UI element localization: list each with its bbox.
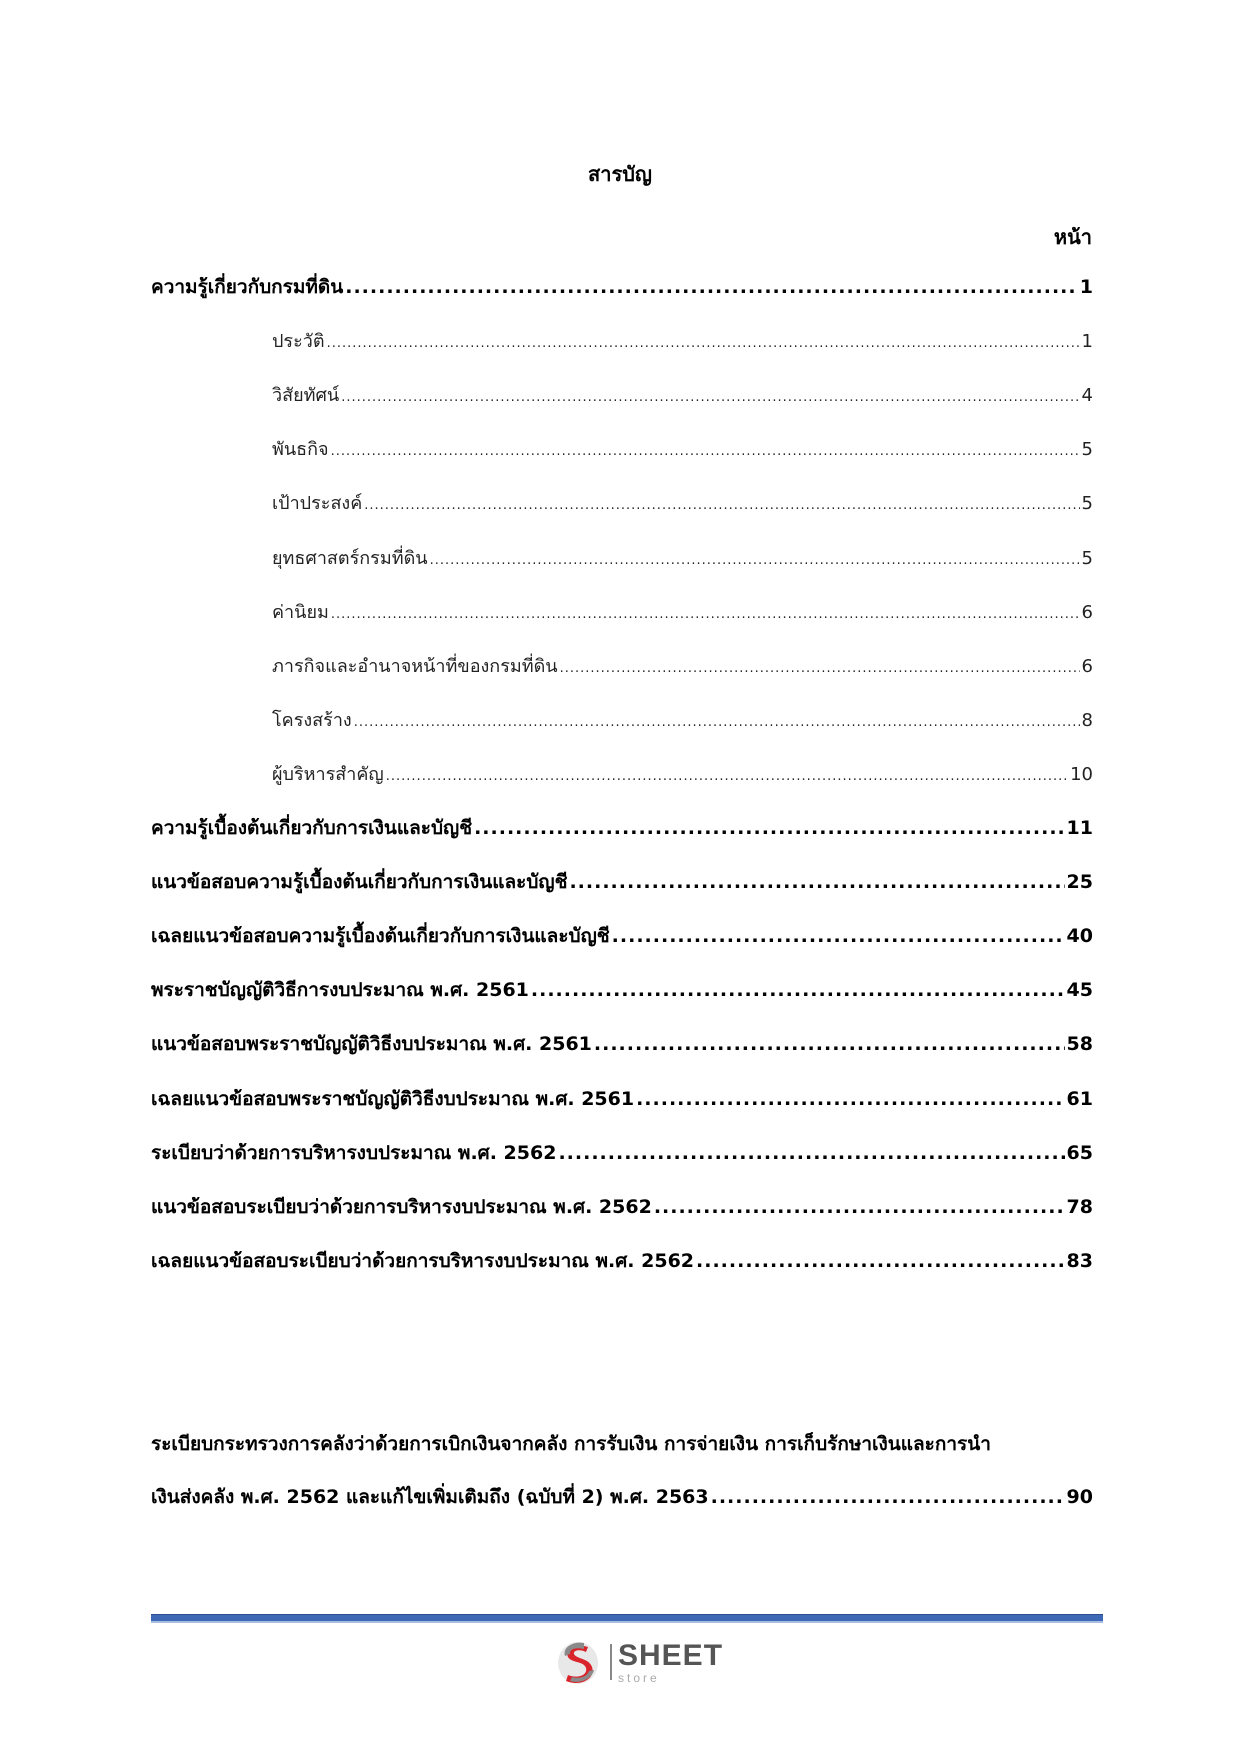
toc-entry-multiline-second-line[interactable] [151, 1482, 1093, 1512]
toc-page-number: 1 [1079, 276, 1093, 298]
toc-entry-text: โครงสร้าง [272, 710, 352, 731]
toc-page-number: 5 [1081, 493, 1093, 514]
toc-entry-text: ความรู้เกี่ยวกับกรมที่ดิน [151, 276, 344, 298]
toc-leader-dots [569, 871, 1064, 893]
logo-wordmark: SHEET [618, 1638, 724, 1672]
toc-entry-main[interactable] [151, 1138, 1093, 1168]
toc-entry-text: เฉลยแนวข้อสอบพระราชบัญญัติวิธีงบประมาณ พ.ศ. 2561 [151, 1088, 635, 1110]
logo-divider [610, 1644, 612, 1680]
toc-page-number: 8 [1081, 710, 1093, 731]
toc-page-number: 25 [1066, 871, 1093, 893]
toc-entry-sub[interactable] [272, 597, 1093, 626]
toc-leader-dots [636, 1088, 1064, 1110]
toc-page-number: 45 [1066, 979, 1093, 1001]
toc-page-number: 78 [1066, 1196, 1093, 1218]
sheet-store-s-logo-icon [554, 1637, 602, 1687]
toc-entry-main[interactable] [151, 867, 1093, 897]
toc-entry-text: แนวข้อสอบพระราชบัญญัติวิธีงบประมาณ พ.ศ. 2561 [151, 1033, 592, 1055]
toc-page-number: 1 [1081, 331, 1093, 352]
toc-entry-text: ภารกิจและอำนาจหน้าที่ของกรมที่ดิน [272, 656, 558, 677]
toc-entry-sub[interactable] [272, 543, 1093, 572]
toc-page-number: 10 [1070, 764, 1093, 785]
toc-leader-dots [331, 439, 1080, 460]
toc-page-number: 90 [1066, 1486, 1093, 1508]
toc-leader-dots [531, 979, 1065, 1001]
toc-entry-main[interactable] [151, 1029, 1093, 1059]
toc-entry-main[interactable] [151, 975, 1093, 1005]
toc-entry-text: เงินส่งคลัง พ.ศ. 2562 และแก้ไขเพิ่มเติมถึง (ฉบับที่ 2) พ.ศ. 2563 [151, 1486, 709, 1508]
toc-entry-text: แนวข้อสอบระเบียบว่าด้วยการบริหารงบประมาณ พ.ศ. 2562 [151, 1196, 652, 1218]
toc-page-number: 5 [1081, 439, 1093, 460]
toc-entry-sub[interactable] [272, 705, 1093, 734]
toc-page-number: 4 [1081, 385, 1093, 406]
toc-leader-dots [474, 817, 1064, 839]
toc-leader-dots [345, 276, 1078, 298]
toc-entry-text: แนวข้อสอบความรู้เบื้องต้นเกี่ยวกับการเงินและบัญชี [151, 871, 568, 893]
toc-entry-text: พันธกิจ [272, 439, 329, 460]
toc-entry-text: ระเบียบว่าด้วยการบริหารงบประมาณ พ.ศ. 2562 [151, 1142, 557, 1164]
toc-entry-text: วิสัยทัศน์ [272, 385, 340, 406]
toc-leader-dots [364, 493, 1079, 514]
toc-entry-main[interactable] [151, 1084, 1093, 1114]
toc-page-number: 11 [1066, 817, 1093, 839]
toc-entry-text: พระราชบัญญัติวิธีการงบประมาณ พ.ศ. 2561 [151, 979, 529, 1001]
toc-entry-sub[interactable] [272, 488, 1093, 517]
toc-entry-text: เฉลยแนวข้อสอบความรู้เบื้องต้นเกี่ยวกับการเงินและบัญชี [151, 925, 610, 947]
toc-entry-text: เป้าประสงค์ [272, 493, 363, 514]
toc-leader-dots [612, 925, 1065, 947]
toc-entry-text: ประวัติ [272, 331, 325, 352]
toc-entry-sub[interactable] [272, 434, 1093, 463]
toc-page-number: 5 [1081, 548, 1093, 569]
toc-entry-main[interactable] [151, 921, 1093, 951]
toc-entry-text: ค่านิยม [272, 602, 329, 623]
toc-leader-dots [386, 764, 1068, 785]
toc-entry-text: ยุทธศาสตร์กรมที่ดิน [272, 548, 428, 569]
toc-page-number: 65 [1066, 1142, 1093, 1164]
toc-entry-text: ผู้บริหารสำคัญ [272, 764, 384, 785]
toc-page-number: 6 [1081, 602, 1093, 623]
page-title: สารบัญ [588, 162, 652, 186]
toc-page-number: 40 [1066, 925, 1093, 947]
toc-leader-dots [341, 385, 1079, 406]
toc-entry-main[interactable] [151, 272, 1093, 302]
toc-leader-dots [711, 1486, 1065, 1508]
toc-entry-text: เฉลยแนวข้อสอบระเบียบว่าด้วยการบริหารงบประมาณ พ.ศ. 2562 [151, 1250, 695, 1272]
logo-tagline: store [618, 1670, 660, 1685]
sheet-store-logo [554, 1637, 734, 1687]
toc-entry-main[interactable] [151, 1192, 1093, 1222]
toc-entry-sub[interactable] [272, 326, 1093, 355]
toc-entry-sub[interactable] [272, 651, 1093, 680]
toc-leader-dots [430, 548, 1080, 569]
toc-leader-dots [331, 602, 1080, 623]
toc-leader-dots [558, 1142, 1064, 1164]
toc-entry-multiline-first-line: ระเบียบกระทรวงการคลังว่าด้วยการเบิกเงินจากคลัง การรับเงิน การจ่ายเงิน การเก็บรักษาเงินและการนำ [151, 1433, 991, 1455]
toc-page-number: 58 [1066, 1033, 1093, 1055]
toc-entry-main[interactable] [151, 1246, 1093, 1276]
toc-leader-dots [560, 656, 1080, 677]
toc-entry-text: ความรู้เบื้องต้นเกี่ยวกับการเงินและบัญชี [151, 817, 473, 839]
toc-entry-main[interactable] [151, 813, 1093, 843]
toc-page-number: 83 [1066, 1250, 1093, 1272]
toc-page-number: 61 [1066, 1088, 1093, 1110]
toc-entry-sub[interactable] [272, 759, 1093, 788]
toc-leader-dots [654, 1196, 1065, 1218]
toc-page-number: 6 [1081, 656, 1093, 677]
toc-leader-dots [354, 710, 1080, 731]
toc-entry-sub[interactable] [272, 380, 1093, 409]
page-number-column-header: หน้า [1053, 225, 1092, 249]
footer-rule [151, 1614, 1103, 1621]
footer-rule-shadow [151, 1621, 1103, 1623]
toc-leader-dots [696, 1250, 1065, 1272]
toc-leader-dots [327, 331, 1080, 352]
toc-leader-dots [594, 1033, 1065, 1055]
